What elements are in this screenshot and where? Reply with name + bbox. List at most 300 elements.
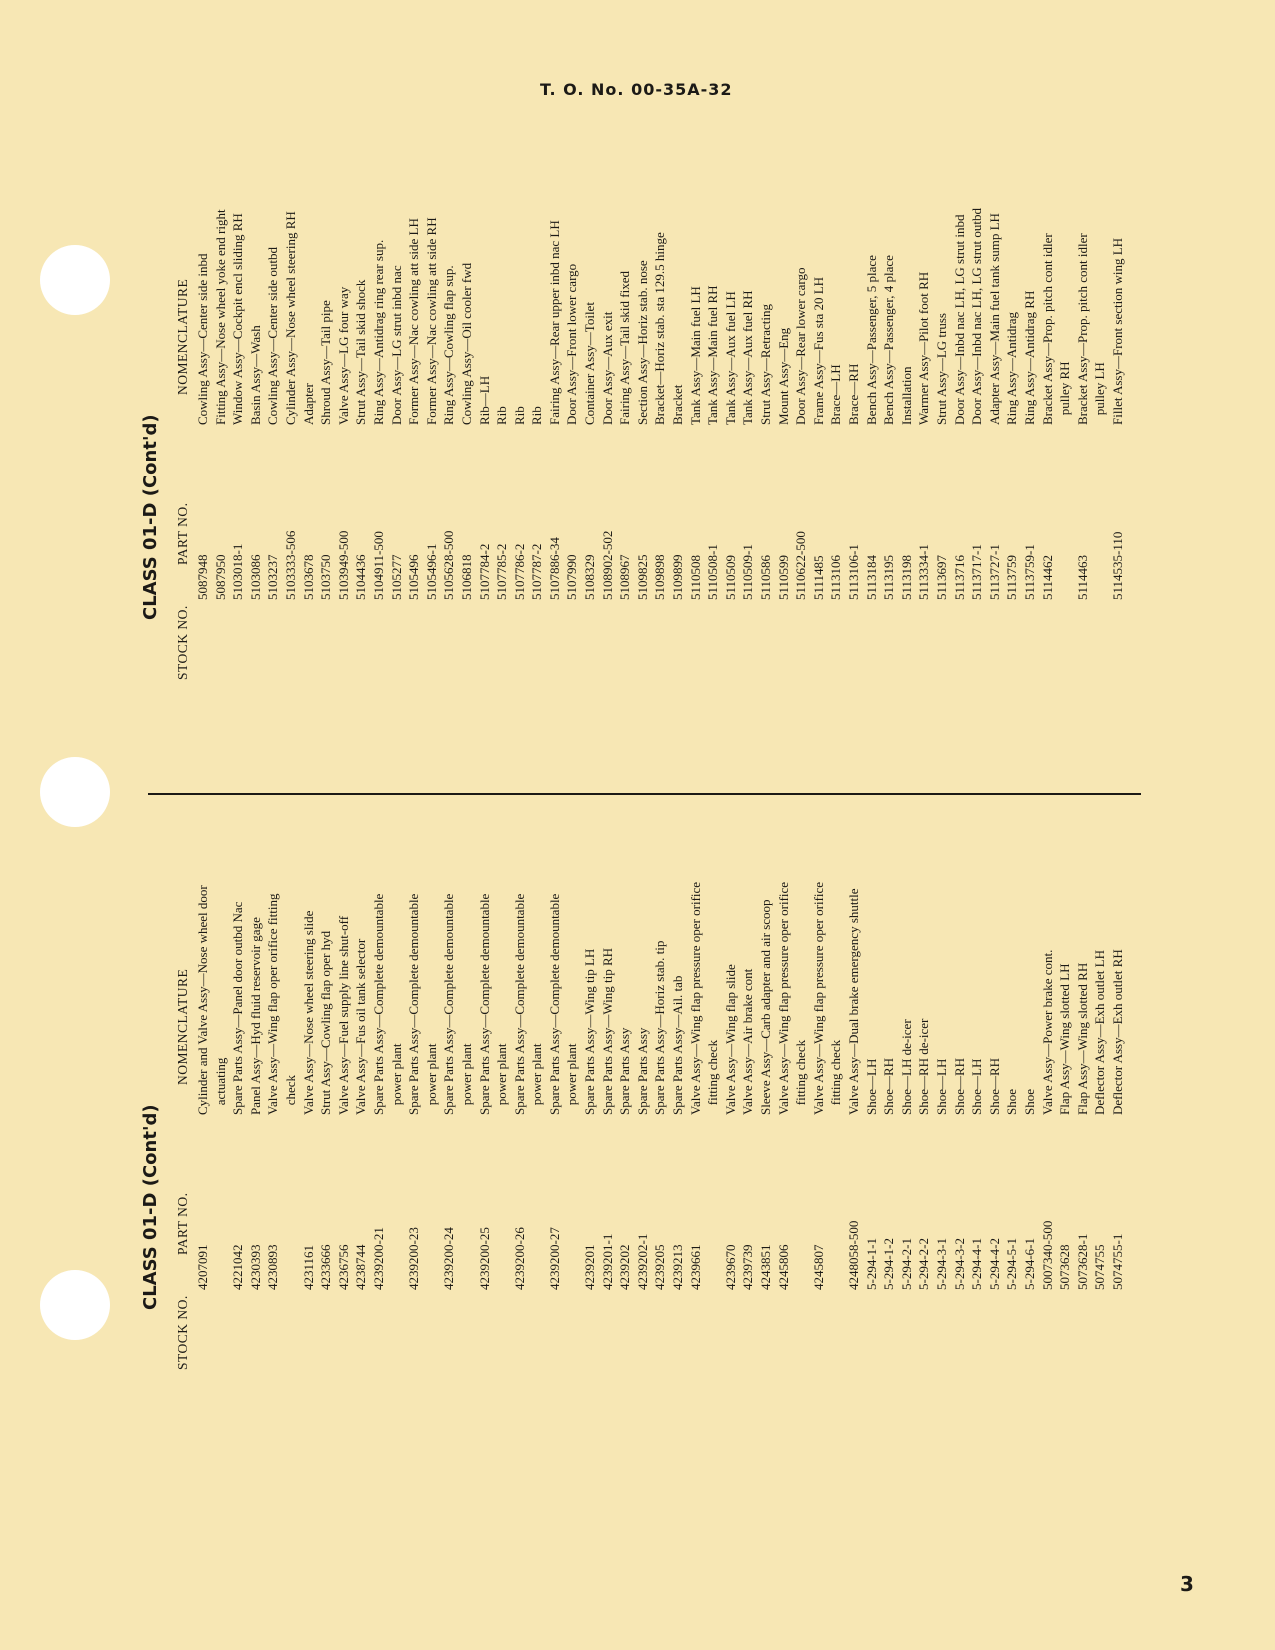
table-row	[1003, 550, 1021, 1310]
table-row	[810, 0, 828, 620]
part-number: 4233666	[318, 1244, 334, 1290]
part-number: 5113106	[828, 554, 844, 600]
table-row	[335, 0, 353, 620]
nomenclature: Bench Assy—Passenger, 5 place	[863, 255, 879, 425]
table-row	[317, 0, 335, 620]
table-row	[405, 550, 423, 1310]
table-row	[546, 0, 564, 620]
nomenclature: Shoe—LH de-icer	[898, 1019, 914, 1115]
nomenclature: power plant	[529, 1043, 545, 1115]
table-row	[810, 550, 828, 1310]
nomenclature: power plant	[564, 1043, 580, 1115]
nomenclature: Door Assy—Front lower cargo	[564, 263, 580, 425]
part-number: 5113716	[951, 554, 967, 600]
nomenclature: Installation	[898, 366, 914, 425]
nomenclature: Former Assy—Nac cowling att side LH	[406, 218, 422, 425]
table-row	[775, 550, 793, 1310]
table-row	[669, 550, 687, 1310]
nomenclature: Strut Assy—Tail skid shock	[353, 279, 369, 425]
part-number: 5107785-2	[494, 543, 510, 600]
nomenclature: Container Assy—Toilet	[582, 302, 598, 425]
nomenclature: Adapter	[300, 383, 316, 425]
part-number: 4239202-1	[634, 1233, 650, 1290]
punch-hole	[40, 757, 110, 827]
page-number: 3	[1180, 1572, 1194, 1596]
table-row	[704, 0, 722, 620]
part-number: 5113759	[1004, 554, 1020, 600]
table-row	[1109, 550, 1127, 1310]
table-row	[669, 0, 687, 620]
nomenclature-header: NOMENCLATURE	[175, 278, 190, 395]
table-row	[581, 550, 599, 1310]
part-number: 4238744	[353, 1244, 369, 1290]
table-row	[229, 0, 247, 620]
table-row	[775, 0, 793, 620]
nomenclature: fitting check	[828, 1039, 844, 1115]
nomenclature: Spare Parts Assy—Complete demountable	[546, 893, 562, 1115]
nomenclature: Shoe—LH	[933, 1058, 949, 1115]
table-row	[352, 550, 370, 1310]
table-row	[440, 550, 458, 1310]
nomenclature: power plant	[423, 1043, 439, 1115]
part-number: 5087948	[195, 554, 210, 600]
nomenclature: Valve Assy—Air brake cont	[740, 968, 756, 1115]
part-number: 5104436	[353, 554, 369, 600]
part-number: 4245807	[810, 1244, 826, 1290]
nomenclature: Ring Assy—Antidrag	[1004, 311, 1020, 425]
nomenclature: Spare Parts Assy—Complete demountable	[511, 893, 527, 1115]
nomenclature: Adapter Assy—Main fuel tank sump LH	[986, 213, 1002, 425]
table-row	[968, 550, 986, 1310]
part-number: 5110509-1	[740, 544, 756, 600]
nomenclature: Valve Assy—Fuel supply line shut-off	[335, 915, 351, 1115]
part-number: 4239202	[617, 1244, 633, 1290]
nomenclature: Rib	[529, 406, 545, 425]
part-number: 4207091	[195, 1244, 210, 1290]
table-row	[335, 550, 353, 1310]
table-row	[792, 0, 810, 620]
stock-header: STOCK NO.	[175, 605, 190, 680]
punch-hole	[40, 1270, 110, 1340]
nomenclature: Mount Assy—Eng	[775, 327, 791, 425]
table-row	[388, 0, 406, 620]
table-row	[300, 0, 318, 620]
nomenclature: Valve Assy—LG four way	[335, 286, 351, 425]
part-number: 5113334-1	[916, 544, 932, 600]
table-row	[229, 550, 247, 1310]
nomenclature: Rib	[511, 406, 527, 425]
part-number: 5109899	[670, 554, 686, 600]
table-row	[476, 550, 494, 1310]
nomenclature: Rib	[494, 406, 510, 425]
table-row	[212, 0, 230, 620]
nomenclature: Brace—RH	[845, 363, 861, 425]
part-number: 4248058-500	[845, 1220, 861, 1290]
divider-rule	[148, 793, 1141, 795]
nomenclature: Valve Assy—Fus oil tank selector	[353, 938, 369, 1115]
nomenclature: Sleeve Assy—Carb adapter and air scoop	[758, 899, 773, 1115]
table-row	[1056, 0, 1074, 620]
table-row	[264, 550, 282, 1310]
nomenclature: Fitting Assy—Nose wheel yoke end right	[212, 209, 228, 425]
part-number: 5113198	[898, 554, 914, 600]
part-number: 5103333-506	[282, 530, 298, 600]
part-number: 5103018-1	[230, 543, 246, 600]
table-row	[651, 0, 669, 620]
part-number: 5110599	[775, 554, 791, 600]
part-number: 5073628	[1057, 1244, 1073, 1290]
table-row	[247, 0, 265, 620]
nomenclature: check	[282, 1074, 298, 1115]
nomenclature: Spare Parts Assy	[634, 1027, 650, 1115]
nomenclature: Spare Parts Assy	[617, 1027, 633, 1115]
nomenclature: Flap Assy—Wing slotted RH	[1074, 962, 1090, 1115]
nomenclature: Deflector Assy—Exh outlet LH	[1092, 950, 1108, 1115]
table-row	[458, 550, 476, 1310]
part-number: 4239661	[687, 1244, 703, 1290]
nomenclature: Warmer Assy—Pilot foot RH	[916, 271, 932, 425]
table-row	[915, 550, 933, 1310]
nomenclature: Spare Parts Assy—Complete demountable	[370, 893, 386, 1115]
part-number: 5103949-500	[335, 530, 351, 600]
part-number: 4239739	[740, 1244, 756, 1290]
table-row	[563, 550, 581, 1310]
part-number: 5113727-1	[986, 544, 1002, 600]
nomenclature: Shoe—LH	[969, 1058, 985, 1115]
table-row	[722, 0, 740, 620]
nomenclature: Bracket Assy—Prop. pitch cont idler	[1074, 233, 1090, 425]
table-row	[616, 0, 634, 620]
table-row	[194, 0, 212, 620]
part-number: 5107990	[564, 554, 580, 600]
table-row	[933, 0, 951, 620]
part-header: PART NO.	[175, 502, 190, 565]
nomenclature: Shoe	[1021, 1089, 1037, 1115]
nomenclature: Fairing Assy—Tail skid fixed	[617, 270, 633, 425]
nomenclature: Cowling Assy—Center side inbd	[195, 253, 210, 425]
table-row	[528, 0, 546, 620]
nomenclature: Door Assy—Aux exit	[599, 311, 615, 425]
nomenclature: Strut Assy—Retracting	[758, 304, 773, 425]
nomenclature: Bracket—Horiz stab. sta 129.5 hinge	[652, 232, 668, 425]
nomenclature: Valve Assy—Wing flap pressure oper orifice	[775, 881, 791, 1115]
part-number: 5114462	[1039, 554, 1055, 600]
part-number: 5113195	[881, 554, 897, 600]
part-number: 5109825	[634, 554, 650, 600]
nomenclature: power plant	[388, 1043, 404, 1115]
nomenclature: Valve Assy—Wing flap pressure oper orifice	[810, 881, 826, 1115]
table-row	[968, 0, 986, 620]
nomenclature: Fairing Assy—Rear upper inbd nac LH	[546, 220, 562, 425]
table-row	[898, 550, 916, 1310]
nomenclature: Shoe—LH	[863, 1058, 879, 1115]
nomenclature: Cylinder and Valve Assy—Nose wheel door	[195, 885, 210, 1115]
nomenclature: Spare Parts Assy—Panel door outbd Nac	[230, 901, 246, 1115]
table-row	[687, 0, 705, 620]
nomenclature: Cowling Assy—Center side outbd	[265, 246, 281, 425]
table-row	[563, 0, 581, 620]
part-number: 5113759-1	[1021, 544, 1037, 600]
nomenclature: Shoe—RH	[951, 1057, 967, 1115]
part-number: 5110586	[758, 554, 773, 600]
nomenclature: Ring Assy—Antidrag ring rear sup.	[370, 239, 386, 425]
nomenclature: Section Assy—Horiz stab. nose	[634, 260, 650, 425]
part-number: 5114535-110	[1109, 531, 1125, 600]
nomenclature: pulley LH	[1092, 362, 1108, 425]
table-row	[915, 0, 933, 620]
class-title: CLASS 01-D (Cont'd)	[140, 1104, 161, 1310]
table-row	[1039, 550, 1057, 1310]
table-row	[616, 550, 634, 1310]
part-number: 5-294-1-1	[863, 1238, 879, 1290]
to-number: T. O. No. 00-35A-32	[540, 80, 733, 99]
part-number: 5107886-34	[546, 537, 562, 600]
nomenclature: fitting check	[705, 1039, 721, 1115]
nomenclature: Cylinder Assy—Nose wheel steering RH	[282, 211, 298, 425]
right-table	[140, 0, 1150, 680]
nomenclature: fitting check	[793, 1039, 809, 1115]
part-number: 5-294-5-1	[1004, 1238, 1020, 1290]
nomenclature: Brace—LH	[828, 364, 844, 425]
part-number: 5-294-1-2	[881, 1238, 897, 1290]
nomenclature: Shoe—RH de-icer	[916, 1018, 932, 1115]
part-number: 5-294-6-1	[1021, 1238, 1037, 1290]
nomenclature: pulley RH	[1057, 361, 1073, 425]
table-row	[1056, 550, 1074, 1310]
part-number: 4239670	[722, 1244, 738, 1290]
part-number: 5113184	[863, 554, 879, 600]
nomenclature: Door Assy—Inbd nac LH, LG strut inbd	[951, 214, 967, 425]
nomenclature: Valve Assy—Wing flap oper orifice fitting	[265, 893, 281, 1115]
table-row	[212, 550, 230, 1310]
part-number: 5074755	[1092, 1244, 1108, 1290]
part-number: 5-294-4-1	[969, 1238, 985, 1290]
table-row	[599, 0, 617, 620]
part-number: 5104911-500	[370, 531, 386, 600]
table-row	[493, 0, 511, 620]
table-row	[1091, 0, 1109, 620]
nomenclature: Shroud Assy—Tail pipe	[318, 300, 334, 425]
table-row	[264, 0, 282, 620]
part-number: 5087950	[212, 554, 228, 600]
part-number: 5110622-500	[793, 531, 809, 600]
part-number: 5110509	[722, 554, 738, 600]
nomenclature: actuating	[212, 1057, 228, 1115]
part-number: 4239200-25	[476, 1227, 492, 1290]
nomenclature: power plant	[458, 1043, 474, 1115]
part-number: 4243851	[758, 1244, 773, 1290]
table-row	[827, 0, 845, 620]
part-number: 5105496	[406, 554, 422, 600]
table-row	[1109, 0, 1127, 620]
part-number: 4239200-27	[546, 1227, 562, 1290]
table-row	[388, 550, 406, 1310]
table-row	[1021, 550, 1039, 1310]
part-number: 5107784-2	[476, 543, 492, 600]
table-row	[880, 0, 898, 620]
table-row	[704, 550, 722, 1310]
table-row	[370, 550, 388, 1310]
nomenclature: Flap Assy—Wing slotted LH	[1057, 963, 1073, 1115]
nomenclature: Spare Parts Assy—Horiz stab. tip	[652, 940, 668, 1115]
part-number: 5107787-2	[529, 543, 545, 600]
nomenclature: Former Assy—Nac cowling att side RH	[423, 217, 439, 425]
part-number: 4221042	[230, 1244, 246, 1290]
nomenclature: Door Assy—Inbd nac LH, LG strut outbd	[969, 207, 985, 425]
table-row	[757, 550, 775, 1310]
nomenclature: Valve Assy—Dual brake emergency shuttle	[845, 888, 861, 1115]
nomenclature: Spare Parts Assy—Complete demountable	[476, 893, 492, 1115]
part-number: 5107786-2	[511, 543, 527, 600]
part-number: 4239201-1	[599, 1233, 615, 1290]
nomenclature: Valve Assy—Power brake cont.	[1039, 949, 1055, 1115]
nomenclature: Ring Assy—Antidrag RH	[1021, 290, 1037, 425]
table-row	[757, 0, 775, 620]
table-row	[951, 550, 969, 1310]
table-row	[1091, 550, 1109, 1310]
part-number: 5-294-3-2	[951, 1238, 967, 1290]
part-number: 5105277	[388, 554, 404, 600]
nomenclature-header: NOMENCLATURE	[175, 968, 190, 1085]
table-row	[651, 550, 669, 1310]
part-number: 5109898	[652, 554, 668, 600]
nomenclature: Spare Parts Assy—Ail. tab	[670, 975, 686, 1115]
table-row	[317, 550, 335, 1310]
table-row	[827, 550, 845, 1310]
nomenclature: Bench Assy—Passenger, 4 place	[881, 255, 897, 425]
table-row	[511, 0, 529, 620]
table-row	[282, 0, 300, 620]
nomenclature: Tank Assy—Main fuel LH	[687, 286, 703, 425]
table-row	[493, 550, 511, 1310]
table-row	[739, 550, 757, 1310]
table-row	[863, 550, 881, 1310]
part-number: 5108967	[617, 554, 633, 600]
table-row	[458, 0, 476, 620]
left-rows	[194, 550, 1126, 1310]
table-row	[511, 550, 529, 1310]
part-number: 5-294-3-1	[933, 1238, 949, 1290]
table-row	[440, 0, 458, 620]
table-row	[282, 550, 300, 1310]
part-number: 5111485	[810, 555, 826, 600]
part-number: 4245806	[775, 1244, 791, 1290]
table-row	[423, 550, 441, 1310]
nomenclature: Window Assy—Cockpit encl sliding RH	[230, 213, 246, 425]
nomenclature: power plant	[494, 1043, 510, 1115]
part-number: 5114463	[1074, 554, 1090, 600]
nomenclature: Tank Assy—Main fuel RH	[705, 285, 721, 425]
part-number: 4239201	[582, 1244, 598, 1290]
nomenclature: Cowling Assy—Oil cooler fwd	[458, 262, 474, 425]
table-row	[863, 0, 881, 620]
nomenclature: Bracket	[670, 384, 686, 425]
table-row	[423, 0, 441, 620]
table-row	[845, 0, 863, 620]
nomenclature: Panel Assy—Hyd fluid reservoir gage	[247, 917, 263, 1115]
part-number: 5103237	[265, 554, 281, 600]
part-number: 5113106-1	[845, 544, 861, 600]
part-header: PART NO.	[175, 1192, 190, 1255]
nomenclature: Fillet Assy—Front section wing LH	[1109, 237, 1125, 425]
table-row	[300, 550, 318, 1310]
table-row	[880, 550, 898, 1310]
part-number: 5007340-500	[1039, 1220, 1055, 1290]
part-number: 5103678	[300, 554, 316, 600]
nomenclature: Deflector Assy—Exh outlet RH	[1109, 949, 1125, 1115]
nomenclature: Strut Assy—Cowling flap oper hyd	[318, 930, 334, 1115]
table-row	[247, 550, 265, 1310]
table-row	[933, 550, 951, 1310]
part-number: 4239200-21	[370, 1227, 386, 1290]
table-row	[476, 0, 494, 620]
part-number: 5110508	[687, 554, 703, 600]
table-row	[739, 0, 757, 620]
table-row	[1003, 0, 1021, 620]
part-number: 5108329	[582, 554, 598, 600]
part-number: 4239200-26	[511, 1227, 527, 1290]
table-row	[986, 0, 1004, 620]
part-number: 4230393	[247, 1244, 263, 1290]
table-row	[634, 550, 652, 1310]
part-number: 5113717-1	[969, 544, 985, 600]
table-row	[405, 0, 423, 620]
table-row	[1039, 0, 1057, 620]
table-row	[951, 0, 969, 620]
nomenclature: Rib—LH	[476, 375, 492, 425]
table-row	[528, 550, 546, 1310]
part-number: 5103086	[247, 554, 263, 600]
nomenclature: Spare Parts Assy—Complete demountable	[441, 893, 457, 1115]
part-number: 5074755-1	[1109, 1233, 1125, 1290]
part-number: 4236756	[335, 1244, 351, 1290]
nomenclature: Valve Assy—Nose wheel steering slide	[300, 910, 316, 1115]
table-row	[898, 0, 916, 620]
part-number: 4239213	[670, 1244, 686, 1290]
part-number: 5103750	[318, 554, 334, 600]
part-number: 5105496-1	[423, 543, 439, 600]
part-number: 4239200-24	[441, 1227, 457, 1290]
table-row	[546, 550, 564, 1310]
nomenclature: Valve Assy—Wing flap pressure oper orifice	[687, 881, 703, 1115]
part-number: 5106818	[458, 554, 474, 600]
nomenclature: Spare Parts Assy—Wing tip LH	[582, 948, 598, 1115]
part-number: 5110508-1	[705, 544, 721, 600]
table-row	[986, 550, 1004, 1310]
right-rows	[194, 0, 1126, 620]
nomenclature: Shoe—RH	[881, 1057, 897, 1115]
nomenclature: Shoe—RH	[986, 1057, 1002, 1115]
table-row	[634, 0, 652, 620]
table-row	[599, 550, 617, 1310]
table-row	[1074, 0, 1092, 620]
nomenclature: Tank Assy—Aux fuel RH	[740, 290, 756, 425]
nomenclature: Bracket Assy—Prop. pitch cont idler	[1039, 233, 1055, 425]
part-number: 5113697	[933, 554, 949, 600]
table-row	[1021, 0, 1039, 620]
table-row	[370, 0, 388, 620]
nomenclature: Basin Assy—Wash	[247, 325, 263, 425]
nomenclature: Door Assy—Rear lower cargo	[793, 267, 809, 425]
table-row	[845, 550, 863, 1310]
nomenclature: Spare Parts Assy—Wing tip RH	[599, 947, 615, 1115]
part-number: 5-294-2-2	[916, 1238, 932, 1290]
table-row	[687, 550, 705, 1310]
nomenclature: Shoe	[1004, 1089, 1020, 1115]
table-row	[581, 0, 599, 620]
class-title: CLASS 01-D (Cont'd)	[140, 414, 161, 620]
stock-header: STOCK NO.	[175, 1295, 190, 1370]
